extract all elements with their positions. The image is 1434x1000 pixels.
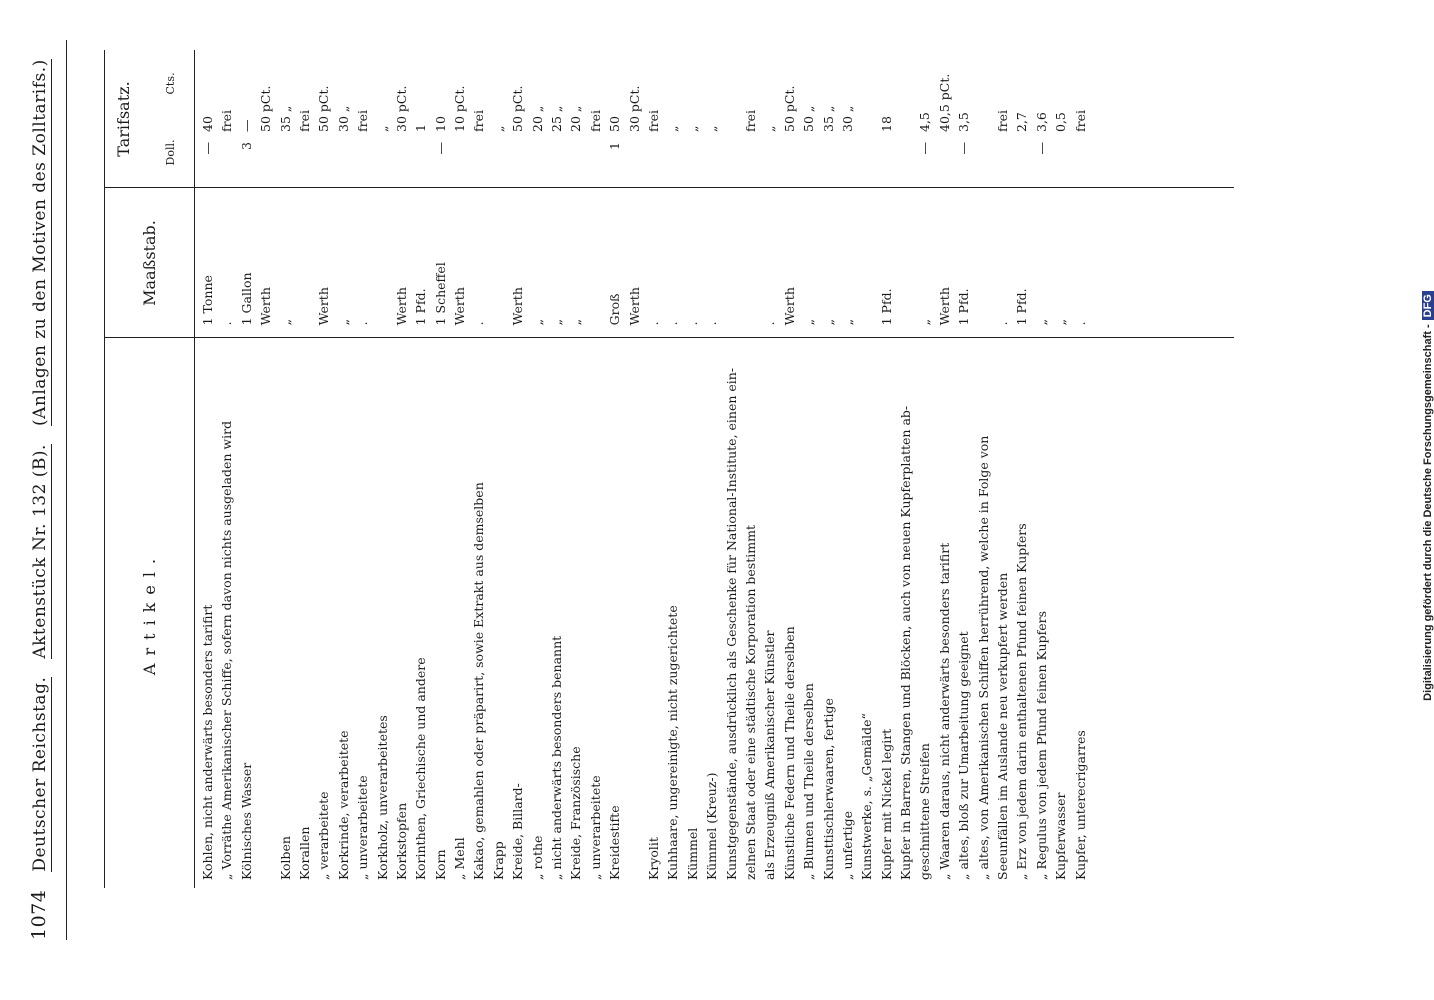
table-row [314,50,333,888]
article-cell [256,337,275,888]
rate-dollar [760,136,779,188]
rate-dollar [780,136,799,188]
rate-cell [392,50,411,188]
article-cell: Kolben [277,836,293,880]
rate-cell [373,50,392,188]
measure-cell [489,188,508,337]
rate-cell [237,50,256,188]
table-row [489,50,508,888]
rate-dollar [819,136,838,188]
rate-cell [1012,50,1031,188]
article-cell: Kreide, Billard- [510,783,526,880]
table-row [935,50,954,888]
article-cell: „ altes, bloß zur Umarbeitung geeignet [956,631,972,880]
rate-cents: frei [296,110,312,132]
rate-cents: „ [762,125,778,132]
rate-cents: 10 pCt. [452,85,468,132]
tariff-table [104,50,1234,888]
table-row [295,50,314,888]
table-row [974,50,993,888]
measure-cell: . [684,321,700,326]
rate-cents: frei [471,110,487,132]
article-cell: Kümmel [684,827,700,880]
rate-cell [896,50,915,188]
rate-cell [605,50,624,188]
rate-cents: 2,7 [1014,112,1030,132]
article-cell: „ Mehl [452,837,468,880]
rate-dollar [450,136,469,188]
rate-cell [547,50,566,188]
table-row [508,50,527,888]
rate-dollar: 1 [607,142,623,150]
rate-cents: 3,6 [1033,112,1049,132]
table-row [353,50,372,888]
table-row [1051,50,1070,888]
rate-cell [217,50,236,188]
article-cell: Kupfer mit Nickel legirt [878,728,894,880]
rate-dollar [702,136,721,188]
rate-cents [857,50,876,136]
rate-cell [508,50,527,188]
table-row [334,50,353,888]
rate-cell [663,50,682,188]
rate-dollar [663,136,682,188]
rate-dollar [838,136,857,188]
article-cell: Kreidestifte [607,805,623,880]
rate-cents: 18 [878,116,894,132]
rate-dollar [217,136,236,188]
measure-cell [586,188,605,337]
rate-cell [528,50,547,188]
measure-cell: Werth [452,287,468,326]
rate-dollar: — [432,142,448,155]
table-row [625,50,644,888]
rate-cents: 25 „ [549,105,565,132]
rate-dollar [935,136,954,188]
rate-dollar [722,136,741,188]
dfg-badge: DFG [1422,291,1434,320]
table-row [256,50,275,888]
rate-cents [974,50,993,136]
rate-cents: frei [1072,110,1088,132]
table-row [469,50,488,888]
article-cell: Kohlen, nicht anderwärts besonders tarifirt [200,604,215,880]
article-cell: „ Erz von jedem darin enthaltenen Pfund feinen Kupfers [1014,523,1030,880]
measure-cell: . [355,321,371,326]
table-row [217,50,236,888]
table-row [741,50,760,888]
document-number: Aktenstück Nr. 132 (B). [30,444,50,659]
measure-cell: „ [1033,318,1049,326]
table-row [198,50,217,888]
table-row [373,50,392,888]
table-row [1032,50,1051,888]
rate-cents: „ [684,125,700,132]
table-row [605,50,624,888]
rate-dollar [469,136,488,188]
rate-cell [198,50,217,188]
rate-dollar [528,136,547,188]
page-number: 1074 [28,889,50,940]
table-header-rule [194,50,195,888]
table-row [237,50,256,888]
rate-cents: 0,5 [1053,112,1069,132]
rate-dollar [295,136,314,188]
article-cell: „ Waaren daraus, nicht anderwärts besonders tarifirt [936,542,952,880]
table-row [1012,50,1031,888]
measure-cell [373,188,392,337]
funding-note [1418,10,1432,990]
measure-cell: . [1072,321,1088,326]
rate-dollar [1071,136,1090,188]
rate-dollar: — [1033,142,1049,155]
measure-cell: 1 Pfd. [878,288,894,326]
table-row [392,50,411,888]
rate-cell [644,50,663,188]
rate-cell [334,50,353,188]
running-head [28,40,62,940]
rate-cents: frei [742,110,758,132]
measure-cell: „ [568,318,584,326]
article-cell: „ rothe [529,835,545,880]
article-cell: Kümmel (Kreuz-) [704,772,720,880]
rate-cell [625,50,644,188]
article-cell: Kuhhaare, ungereinigte, nicht zugerichtete [665,605,681,880]
table-row [528,50,547,888]
article-cell: Korkrinde, verarbeitete [335,730,351,880]
rate-cell [954,50,973,188]
measure-cell [974,188,993,337]
rate-cents: „ [490,125,506,132]
rate-cents: frei [645,110,661,132]
article-cell: Korallen [296,826,312,880]
rate-cell [1032,50,1051,188]
measure-cell: „ [839,318,855,326]
rate-dollar [1012,136,1031,188]
article-cell: Seeunfällen im Auslande neu verkupfert werden [995,572,1011,880]
rate-cents: 30 „ [839,105,855,132]
rate-cents: 30 pCt. [626,85,642,132]
measure-cell [896,188,915,337]
rate-cents: 50 „ [801,105,817,132]
rate-cents [896,50,915,136]
measure-cell [295,188,314,337]
article-cell: Kunsttischlerwaaren, fertige [820,698,836,880]
article-cell [625,337,644,888]
measure-cell: . [471,321,487,326]
rate-dollar [857,136,876,188]
table-top-rule [104,50,105,888]
article-cell: Kunstwerke, s. „Gemälde“ [859,713,875,880]
rate-cell [915,50,934,188]
measure-cell: 1 Pfd. [1014,288,1030,326]
table-row [450,50,469,888]
article-cell: Korinthen, Griechische und andere [413,657,429,880]
measure-cell: „ [529,318,545,326]
rate-cents: 35 „ [277,105,293,132]
table-row [780,50,799,888]
rate-dollar [392,136,411,188]
table-body [198,50,1090,888]
article-cell: „ nicht anderwärts besonders benannt [549,635,565,880]
rate-cents: „ [374,125,390,132]
article-cell: Krapp [490,841,506,880]
rate-cents: 1 [413,124,429,132]
measure-cell: Werth [936,287,952,326]
rate-dollar [353,136,372,188]
rate-cell [586,50,605,188]
table-row [702,50,721,888]
rate-dollar [974,136,993,188]
table-row [896,50,915,888]
measure-cell: 1 Pfd. [413,288,429,326]
article-cell: Korkstopfen [393,802,409,880]
column-header-rate: Tarifsatz. [114,81,133,157]
rate-cell [566,50,585,188]
column-header-article: Artikel. [140,550,159,676]
rate-dollar [896,136,915,188]
rate-dollar [489,136,508,188]
article-cell: Kupferwasser [1053,792,1069,880]
rate-cell [489,50,508,188]
rate-dollar: 3 [238,142,254,150]
rate-subheaders [164,50,177,188]
rate-cents: frei [995,110,1011,132]
rate-subheader-cents: Cts. [164,72,177,95]
article-cell: „ altes, von Amerikanischen Schiffen herrührend, welche in Folge von [975,435,991,880]
article-cell: Kreide, Französische [568,746,584,880]
rate-cell [741,50,760,188]
measure-cell [741,188,760,337]
table-row [276,50,295,888]
table-row [954,50,973,888]
rate-cents: „ [704,125,720,132]
article-cell: „ unverarbeitete [587,775,603,880]
article-cell: zelnen Staat oder eine städtische Korporation bestimmt [742,525,758,880]
table-row [877,50,896,888]
funding-note-text: Digitalisierung gefördert durch die Deutsche Forschungsgemeinschaft -DFG [1422,6,1434,986]
measure-cell: . [704,321,720,326]
rate-dollar [334,136,353,188]
rate-dollar [566,136,585,188]
rate-cents: — [238,119,254,132]
publication-title: Deutscher Reichstag. [30,676,50,872]
rate-cents: „ [665,125,681,132]
rate-cell [857,50,876,188]
measure-cell [722,188,741,337]
rate-dollar [314,136,333,188]
rate-cents: 35 „ [820,105,836,132]
table-row [683,50,702,888]
table-row [586,50,605,888]
article-cell: geschnittene Streifen [917,743,933,880]
rate-dollar [547,136,566,188]
measure-cell: „ [277,318,293,326]
rate-cents: 50 [607,116,623,132]
rate-cell [1051,50,1070,188]
rate-cell [780,50,799,188]
measure-cell: . [995,321,1011,326]
rate-cell [819,50,838,188]
table-row [1071,50,1090,888]
rate-cell [295,50,314,188]
article-cell: „ Vorräthe Amerikanischer Schiffe, sofern davon nichts ausgeladen wird [219,420,235,880]
rate-cell [799,50,818,188]
annex-title: (Anlagen zu den Motiven des Zolltarifs.) [30,59,50,427]
rate-cents: 50 pCt. [510,85,526,132]
rate-cents: 10 [432,116,448,132]
rate-cell [411,50,430,188]
table-row [993,50,1012,888]
rate-cell [450,50,469,188]
rate-subheader-dollar: Doll. [164,139,177,166]
measure-cell: . [665,321,681,326]
rate-cell [838,50,857,188]
rate-cents: 30 „ [335,105,351,132]
rate-cell [722,50,741,188]
table-row [411,50,430,888]
measure-cell: . [762,321,778,326]
rate-cell [877,50,896,188]
rate-cents: frei [587,110,603,132]
article-cell: Kakao, gemahlen oder präparirt, sowie Extrakt aus demselben [471,482,487,880]
article-cell: Korn [432,849,448,880]
table-row [644,50,663,888]
rate-cents: 20 „ [529,105,545,132]
article-cell: als Erzeugniß Amerikanischer Künstler [762,630,778,880]
article-cell: „ verarbeitete [316,791,332,880]
article-cell: Kupfer, unterecrigarres [1072,730,1088,880]
measure-cell: „ [1053,318,1069,326]
measure-cell: 1 Gallon [238,272,254,326]
measure-cell: Groß [607,293,623,326]
rate-cents: 40 [200,116,215,132]
rate-cents: 4,5 [917,112,933,132]
measure-cell: Werth [626,287,642,326]
table-row [566,50,585,888]
rate-cents: 50 pCt. [258,85,274,132]
rate-cell [431,50,450,188]
rate-dollar [644,136,663,188]
header-rule [66,40,67,940]
table-row [915,50,934,888]
rate-cents: 30 pCt. [393,85,409,132]
table-row [431,50,450,888]
rate-cell [993,50,1012,188]
rate-dollar [741,136,760,188]
rate-dollar [276,136,295,188]
rate-cell [702,50,721,188]
rate-dollar [683,136,702,188]
rate-cell [276,50,295,188]
measure-cell: „ [335,318,351,326]
rate-dollar [411,136,430,188]
table-row [760,50,779,888]
rate-cell [683,50,702,188]
table-row [663,50,682,888]
measure-cell: 1 Scheffel [432,262,448,326]
article-cell: Kryolit [645,837,661,880]
table-row [547,50,566,888]
rate-dollar: — [200,142,215,155]
rate-dollar [1051,136,1070,188]
rate-cents: 50 pCt. [316,85,332,132]
table-row [838,50,857,888]
rate-dollar [508,136,527,188]
measure-cell: „ [549,318,565,326]
article-cell: „ unverarbeitete [355,775,371,880]
article-cell: Kunstgegenstände, ausdrücklich als Geschenke für National-Institute, einen ein- [723,367,739,880]
article-cell: Korkholz, unverarbeitetes [374,715,390,880]
measure-cell: . [645,321,661,326]
rate-cell [469,50,488,188]
table-row [819,50,838,888]
measure-cell: „ [820,318,836,326]
rate-dollar [256,136,275,188]
measure-cell: „ [917,318,933,326]
article-cell: Kölnisches Wasser [238,762,254,880]
measure-cell: . [219,321,235,326]
rate-dollar: — [917,142,933,155]
rate-cell [314,50,333,188]
article-cell: „ unfertige [839,811,855,880]
rate-cell [256,50,275,188]
rate-cents: 50 pCt. [781,85,797,132]
rate-dollar [373,136,392,188]
measure-cell [857,188,876,337]
rate-dollar [799,136,818,188]
measure-cell: „ [801,318,817,326]
rate-cents: frei [219,110,235,132]
rate-dollar [625,136,644,188]
article-cell: Künstliche Federn und Theile derselben [781,626,797,880]
rate-dollar [877,136,896,188]
measure-cell: Werth [510,287,526,326]
table-row [722,50,741,888]
measure-cell: 1 Pfd. [956,288,972,326]
table-row [857,50,876,888]
rate-cents: 20 „ [568,105,584,132]
article-cell: „ Blumen und Theile derselben [801,683,817,880]
rate-cell [935,50,954,188]
rate-dollar: — [956,142,972,155]
rate-dollar [993,136,1012,188]
rate-cents [722,50,741,136]
rate-cell [760,50,779,188]
rate-cell [1071,50,1090,188]
article-cell: „ Regulus von jedem Pfund feinen Kupfers [1033,611,1049,880]
rate-cents: frei [355,110,371,132]
rate-dollar [586,136,605,188]
column-header-measure: Maaßstab. [140,220,159,306]
rate-cents: 3,5 [956,112,972,132]
measure-cell: Werth [316,287,332,326]
measure-cell: Werth [258,287,274,326]
measure-cell: Werth [393,287,409,326]
rate-cents: 40,5 pCt. [936,73,952,132]
measure-cell: Werth [781,287,797,326]
article-cell: Kupfer in Barren, Stangen und Blöcken, auch von neuen Kupferplatten ab- [898,405,914,880]
measure-cell: 1 Tonne [200,275,215,326]
rate-cell [974,50,993,188]
table-row [799,50,818,888]
rate-cell [353,50,372,188]
